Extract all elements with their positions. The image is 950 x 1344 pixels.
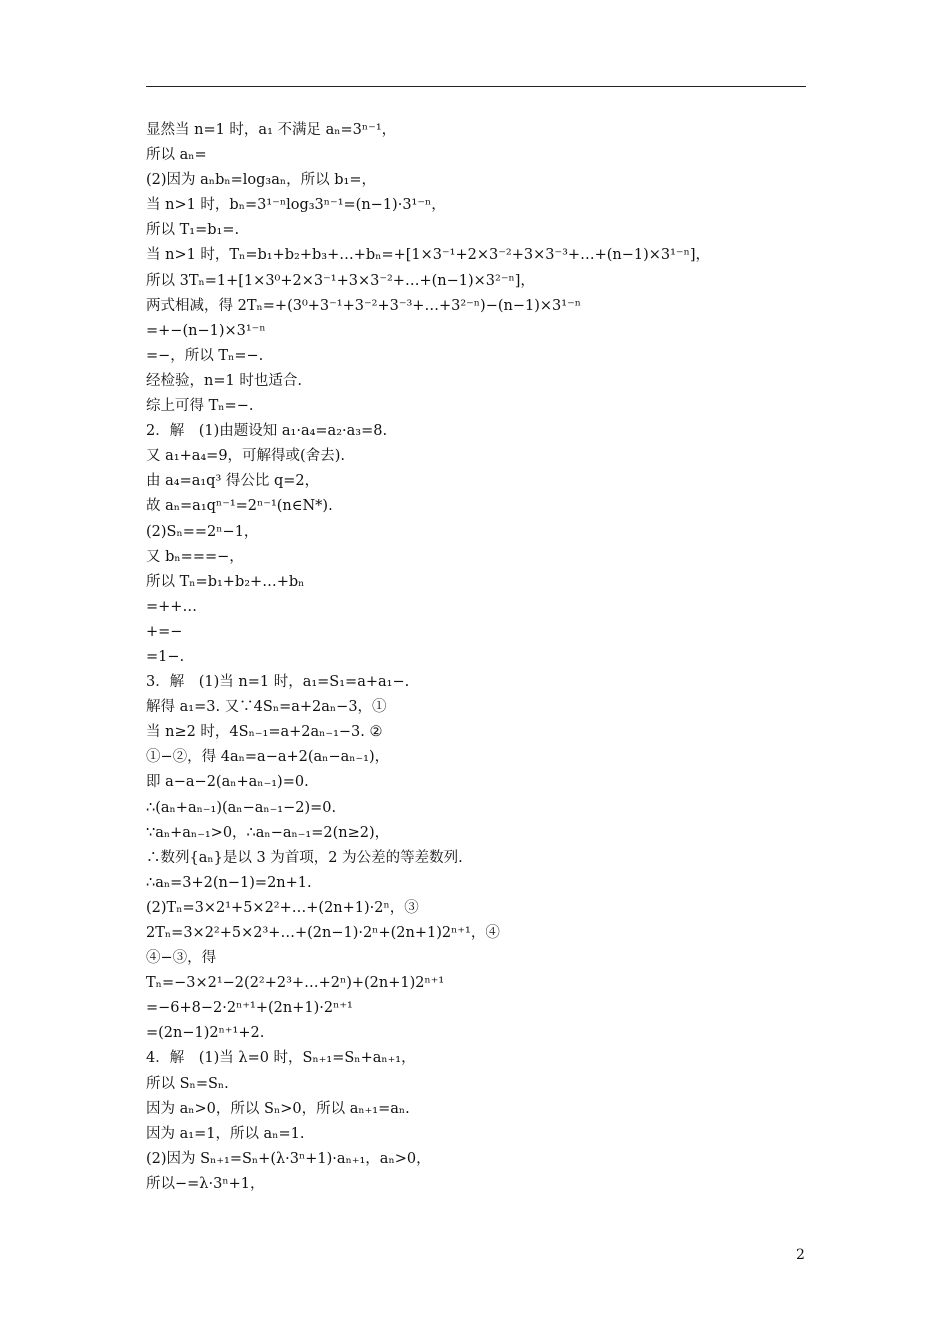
text-line: 由 a₄=a₁q³ 得公比 q=2， — [146, 473, 320, 490]
text-line: 所以−=λ·3ⁿ+1， — [146, 1175, 265, 1192]
text-line: =1−. — [146, 648, 185, 665]
page-number: 2 — [796, 1247, 805, 1263]
text-line: 两式相减，得 2Tₙ=+(3⁰+3⁻¹+3⁻²+3⁻³+…+3²⁻ⁿ)−(n−1)×3¹⁻ⁿ — [146, 297, 582, 314]
text-line: =−6+8−2·2ⁿ⁺¹+(2n+1)·2ⁿ⁺¹ — [146, 1000, 353, 1017]
text-line: =++… — [146, 598, 197, 615]
text-line: =−，所以 Tₙ=−. — [146, 347, 264, 364]
text-line: 综上可得 Tₙ=−. — [146, 398, 254, 415]
text-line: 所以 T₁=b₁=. — [146, 222, 240, 239]
text-line: Tₙ=−3×2¹−2(2²+2³+…+2ⁿ)+(2n+1)2ⁿ⁺¹ — [146, 975, 445, 992]
text-line: ④−③，得 — [146, 950, 217, 967]
text-line: 当 n>1 时，bₙ=3¹⁻ⁿlog₃3ⁿ⁻¹=(n−1)·3¹⁻ⁿ， — [146, 197, 446, 214]
text-line: 故 aₙ=a₁qⁿ⁻¹=2ⁿ⁻¹(n∈N*). — [146, 498, 333, 515]
text-line: 因为 aₙ>0，所以 Sₙ>0，所以 aₙ₊₁=aₙ. — [146, 1100, 410, 1117]
text-line: (2)Sₙ==2ⁿ−1， — [146, 523, 259, 540]
text-line: 所以 3Tₙ=1+[1×3⁰+2×3⁻¹+3×3⁻²+…+(n−1)×3²⁻ⁿ]， — [146, 272, 535, 289]
text-line: (2)因为 aₙbₙ=log₃aₙ，所以 b₁=， — [146, 172, 377, 189]
text-line: 经检验，n=1 时也适合. — [146, 372, 302, 389]
text-line: 当 n>1 时，Tₙ=b₁+b₂+b₃+…+bₙ=+[1×3⁻¹+2×3⁻²+3×3⁻³+…+(n−1)×3¹⁻ⁿ]， — [146, 247, 711, 264]
text-line: (2)因为 Sₙ₊₁=Sₙ+(λ·3ⁿ+1)·aₙ₊₁，aₙ>0， — [146, 1150, 431, 1167]
text-line: ∵aₙ+aₙ₋₁>0，∴aₙ−aₙ₋₁=2(n≥2)， — [146, 824, 390, 841]
problem-2-heading: 2．解 (1)由题设知 a₁·a₄=a₂·a₃=8. — [146, 423, 388, 440]
text-line: ∴aₙ=3+2(n−1)=2n+1. — [146, 874, 312, 891]
text-line: ∴(aₙ+aₙ₋₁)(aₙ−aₙ₋₁−2)=0. — [146, 799, 337, 816]
problem-4-heading: 4．解 (1)当 λ=0 时，Sₙ₊₁=Sₙ+aₙ₊₁， — [146, 1050, 416, 1067]
text-line: 因为 a₁=1，所以 aₙ=1. — [146, 1125, 305, 1142]
text-line: 所以 Sₙ=Sₙ. — [146, 1075, 229, 1092]
text-line: +=− — [146, 623, 183, 640]
text-line: =(2n−1)2ⁿ⁺¹+2. — [146, 1025, 265, 1042]
text-line: 当 n≥2 时，4Sₙ₋₁=a+2aₙ₋₁−3. ② — [146, 724, 383, 741]
header-rule — [146, 86, 806, 87]
text-line: 显然当 n=1 时，a₁ 不满足 aₙ=3ⁿ⁻¹， — [146, 122, 397, 138]
text-line: 2Tₙ=3×2²+5×2³+…+(2n−1)·2ⁿ+(2n+1)2ⁿ⁺¹，④ — [146, 925, 500, 941]
text-line: 所以 Tₙ=b₁+b₂+…+bₙ — [146, 573, 305, 590]
text-line: ∴数列{aₙ}是以 3 为首项，2 为公差的等差数列. — [146, 849, 463, 866]
text-line: 又 a₁+a₄=9，可解得或(舍去). — [146, 448, 345, 465]
document-body — [146, 118, 826, 1197]
text-line: =+−(n−1)×3¹⁻ⁿ — [146, 322, 266, 339]
text-line: 解得 a₁=3. 又∵4Sₙ=a+2aₙ−3，① — [146, 699, 387, 716]
text-line: 即 a−a−2(aₙ+aₙ₋₁)=0. — [146, 774, 309, 791]
text-line: 又 bₙ===−， — [146, 548, 244, 565]
text-line: (2)Tₙ=3×2¹+5×2²+…+(2n+1)·2ⁿ，③ — [146, 899, 419, 916]
problem-3-heading: 3．解 (1)当 n=1 时，a₁=S₁=a+a₁−. — [146, 674, 410, 691]
text-line: ①−②，得 4aₙ=a−a+2(aₙ−aₙ₋₁)， — [146, 749, 390, 766]
text-line: 所以 aₙ= — [146, 147, 207, 164]
